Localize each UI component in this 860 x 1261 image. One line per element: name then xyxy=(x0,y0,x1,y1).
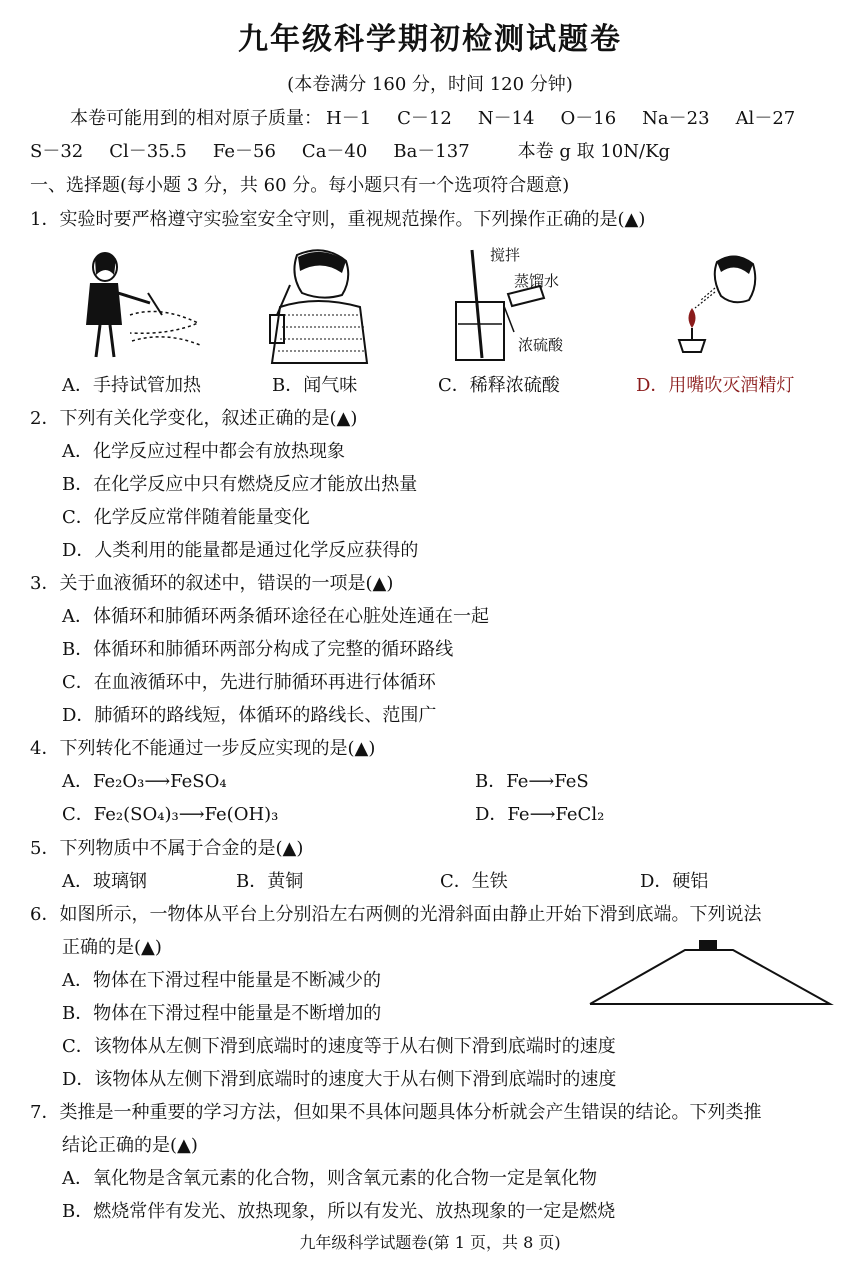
q1-figure-d xyxy=(665,248,765,363)
q1-option-c: C．稀释浓硫酸 xyxy=(438,375,560,396)
q4-option-c: C．Fe₂(SO₄)₃⟶Fe(OH)₃ xyxy=(62,804,279,825)
q6-incline-figure xyxy=(585,938,835,1008)
mass-o: O－16 xyxy=(560,108,617,129)
mass-fe: Fe－56 xyxy=(212,141,276,162)
mass-s: S－32 xyxy=(30,141,84,162)
mass-ba: Ba－137 xyxy=(393,141,470,162)
q2-stem: 2．下列有关化学变化，叙述正确的是(▲) xyxy=(30,408,358,429)
atomic-mass-line-2 xyxy=(30,140,670,164)
q5-option-c: C．生铁 xyxy=(440,871,508,892)
q3-option-c: C．在血液循环中，先进行肺循环再进行体循环 xyxy=(62,672,436,693)
q4-stem: 4．下列转化不能通过一步反应实现的是(▲) xyxy=(30,738,376,759)
sliding-block xyxy=(699,940,717,950)
q3-option-d: D．肺循环的路线短，体循环的路线长、范围广 xyxy=(62,705,437,726)
section-heading: 一、选择题(每小题 3 分，共 60 分。每小题只有一个选项符合题意) xyxy=(30,175,570,196)
mass-c: C－12 xyxy=(397,108,452,129)
q2-option-b: B．在化学反应中只有燃烧反应才能放出热量 xyxy=(62,474,418,495)
q1-figure-b xyxy=(262,245,377,365)
q2-option-c: C．化学反应常伴随着能量变化 xyxy=(62,507,310,528)
mass-intro: 本卷可能用到的相对原子质量： xyxy=(70,108,322,129)
q3-option-b: B．体循环和肺循环两部分构成了完整的循环路线 xyxy=(62,639,454,660)
q1-option-d: D．用嘴吹灭酒精灯 xyxy=(636,375,795,396)
q5-option-d: D．硬铝 xyxy=(640,871,709,892)
mass-n: N－14 xyxy=(477,108,535,129)
q7-option-b: B．燃烧常伴有发光、放热现象，所以有发光、放热现象的一定是燃烧 xyxy=(62,1201,616,1222)
q7-stem-line-2: 结论正确的是(▲) xyxy=(62,1135,198,1156)
mass-cl: Cl－35.5 xyxy=(109,141,187,162)
g-note: 本卷 g 取 10N/Kg xyxy=(517,141,671,162)
q6-stem-line-2: 正确的是(▲) xyxy=(62,937,162,958)
page-footer: 九年级科学试题卷(第 1 页，共 8 页) xyxy=(299,1233,561,1252)
q1-figure-a xyxy=(70,245,205,365)
q6-option-a: A．物体在下滑过程中能量是不断减少的 xyxy=(62,970,381,991)
q6-stem-line-1: 6．如图所示，一物体从平台上分别沿左右两侧的光滑斜面由静止开始下滑到底端。下列说法 xyxy=(30,904,762,925)
q6-option-d: D．该物体从左侧下滑到底端时的速度大于从右侧下滑到底端时的速度 xyxy=(62,1069,617,1090)
q7-stem-line-1: 7．类推是一种重要的学习方法，但如果不具体问题具体分析就会产生错误的结论。下列类推 xyxy=(30,1102,762,1123)
q3-stem: 3．关于血液循环的叙述中，错误的一项是(▲) xyxy=(30,573,394,594)
page-subtitle: (本卷满分 160 分，时间 120 分钟) xyxy=(287,74,573,95)
q5-option-a: A．玻璃钢 xyxy=(62,871,147,892)
q7-option-a: A．氧化物是含氧元素的化合物，则含氧元素的化合物一定是氧化物 xyxy=(62,1168,597,1189)
q6-option-c: C．该物体从左侧下滑到底端时的速度等于从右侧下滑到底端时的速度 xyxy=(62,1036,616,1057)
q1-option-b: B．闻气味 xyxy=(272,375,358,396)
q4-option-b: B．Fe⟶FeS xyxy=(475,771,589,792)
mass-al: Al－27 xyxy=(735,108,796,129)
atomic-mass-line-1 xyxy=(70,107,795,131)
q3-option-a: A．体循环和肺循环两条循环途径在心脏处连通在一起 xyxy=(62,606,489,627)
q4-option-a: A．Fe₂O₃⟶FeSO₄ xyxy=(62,771,227,792)
q1-option-a: A．手持试管加热 xyxy=(62,375,201,396)
q5-stem: 5．下列物质中不属于合金的是(▲) xyxy=(30,838,304,859)
q6-option-b: B．物体在下滑过程中能量是不断增加的 xyxy=(62,1003,382,1024)
mass-h: H－1 xyxy=(326,108,372,129)
q2-option-d: D．人类利用的能量都是通过化学反应获得的 xyxy=(62,540,419,561)
mass-ca: Ca－40 xyxy=(301,141,368,162)
q1-fig-label-water: 蒸馏水 xyxy=(514,272,560,290)
page-title: 九年级科学期初检测试题卷 xyxy=(238,22,622,57)
q1-fig-label-acid: 浓硫酸 xyxy=(518,336,564,354)
q1-fig-label-stir: 搅拌 xyxy=(490,246,521,264)
q5-option-b: B．黄铜 xyxy=(236,871,304,892)
mass-na: Na－23 xyxy=(642,108,710,129)
q4-option-d: D．Fe⟶FeCl₂ xyxy=(475,804,605,825)
q2-option-a: A．化学反应过程中都会有放热现象 xyxy=(62,441,345,462)
q1-figure-c xyxy=(448,240,583,365)
q1-stem: 1．实验时要严格遵守实验室安全守则，重视规范操作。下列操作正确的是(▲) xyxy=(30,209,646,230)
